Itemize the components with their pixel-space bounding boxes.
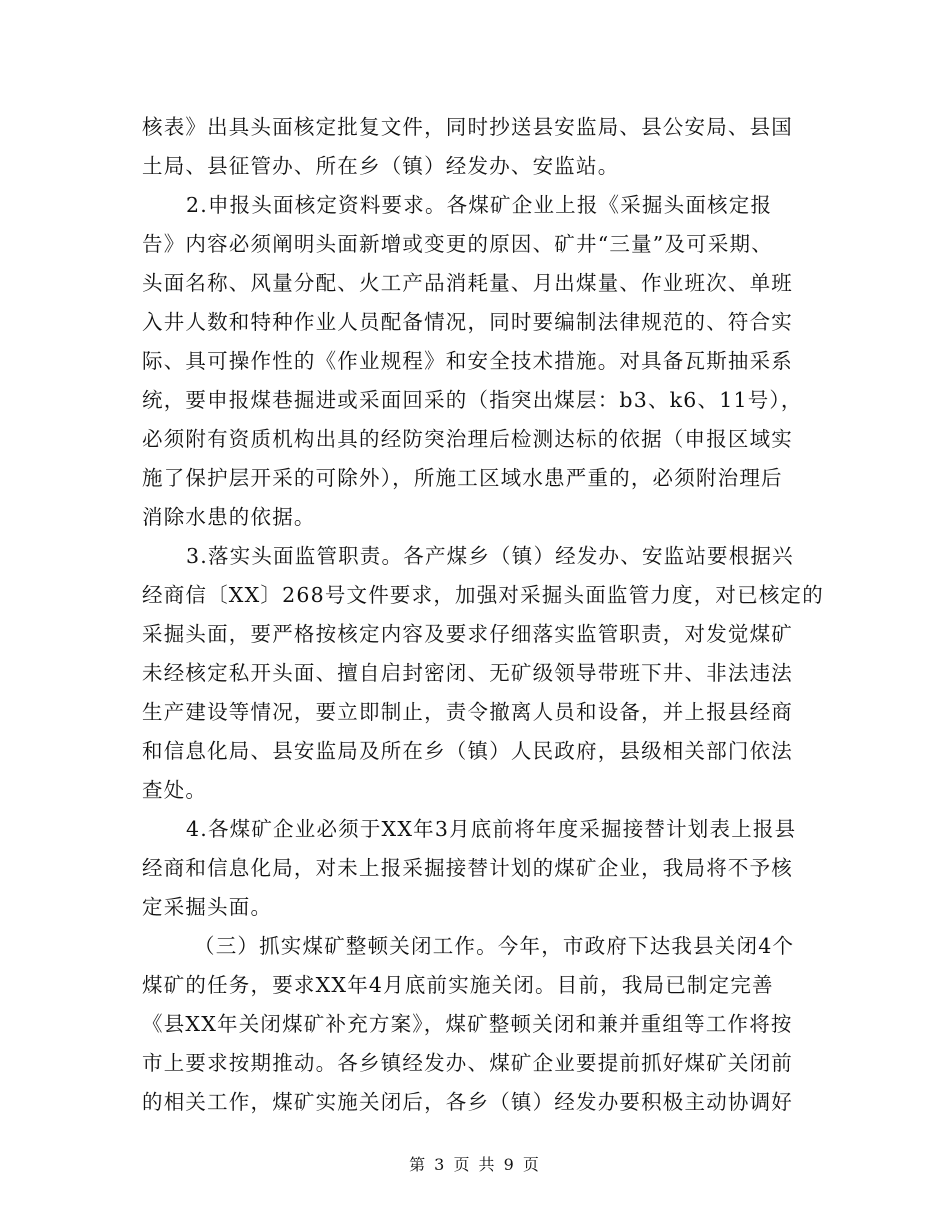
body-line: 查处。 xyxy=(142,778,208,802)
body-line: 采掘头面，要严格按核定内容及要求仔细落实监管职责，对发觉煤矿 xyxy=(142,622,793,646)
body-line: 煤矿的任务，要求XX年4月底前实施关闭。目前，我局已制定完善 xyxy=(142,973,774,997)
body-line: 定采掘头面。 xyxy=(142,895,273,919)
body-line: 2.申报头面核定资料要求。各煤矿企业上报《采掘头面核定报 xyxy=(186,193,773,217)
body-line: 生产建设等情况，要立即制止，责令撤离人员和设备，并上报县经商 xyxy=(142,700,793,724)
document-body xyxy=(142,108,824,1122)
body-line: 3.落实头面监管职责。各产煤乡（镇）经发办、安监站要根据兴 xyxy=(186,544,794,568)
body-line: 土局、县征管办、所在乡（镇）经发办、安监站。 xyxy=(142,154,620,178)
body-line: 消除水患的依据。 xyxy=(142,505,316,529)
body-line: 4.各煤矿企业必须于XX年3月底前将年度采掘接替计划表上报县 xyxy=(186,817,797,841)
body-line: 头面名称、风量分配、火工产品消耗量、月出煤量、作业班次、单班 xyxy=(142,271,793,295)
body-line: 必须附有资质机构出具的经防突治理后检测达标的依据（申报区域实 xyxy=(142,427,793,451)
body-line: 和信息化局、县安监局及所在乡（镇）人民政府，县级相关部门依法 xyxy=(142,739,793,763)
page-number-footer: 第 3 页 共 9 页 xyxy=(409,1155,541,1174)
body-line: 施了保护层开采的可除外），所施工区域水患严重的，必须附治理后 xyxy=(142,466,783,490)
body-line: 经商和信息化局，对未上报采掘接替计划的煤矿企业，我局将不予核 xyxy=(142,856,793,880)
body-line: 际、具可操作性的《作业规程》和安全技术措施。对具备瓦斯抽采系 xyxy=(142,349,793,373)
body-line: 统，要申报煤巷掘进或采面回采的（指突出煤层：b3、k6、11号）， xyxy=(142,388,803,412)
body-line: 核表》出具头面核定批复文件，同时抄送县安监局、县公安局、县国 xyxy=(142,115,793,139)
body-line: 未经核定私开头面、擅自启封密闭、无矿级领导带班下井、非法违法 xyxy=(142,661,793,685)
body-line: 经商信〔XX〕268号文件要求，加强对采掘头面监管力度，对已核定的 xyxy=(142,583,824,607)
body-line: 的相关工作，煤矿实施关闭后，各乡（镇）经发办要积极主动协调好 xyxy=(142,1090,793,1114)
body-line: 市上要求按期推动。各乡镇经发办、煤矿企业要提前抓好煤矿关闭前 xyxy=(142,1051,793,1075)
body-line: 《县XX年关闭煤矿补充方案》，煤矿整顿关闭和兼并重组等工作将按 xyxy=(142,1012,793,1036)
body-line: （三）抓实煤矿整顿关闭工作。今年，市政府下达我县关闭4个 xyxy=(194,934,795,958)
body-line: 告》内容必须阐明头面新增或变更的原因、矿井“三量”及可采期、 xyxy=(142,232,773,256)
body-line: 入井人数和特种作业人员配备情况，同时要编制法律规范的、符合实 xyxy=(142,310,793,334)
